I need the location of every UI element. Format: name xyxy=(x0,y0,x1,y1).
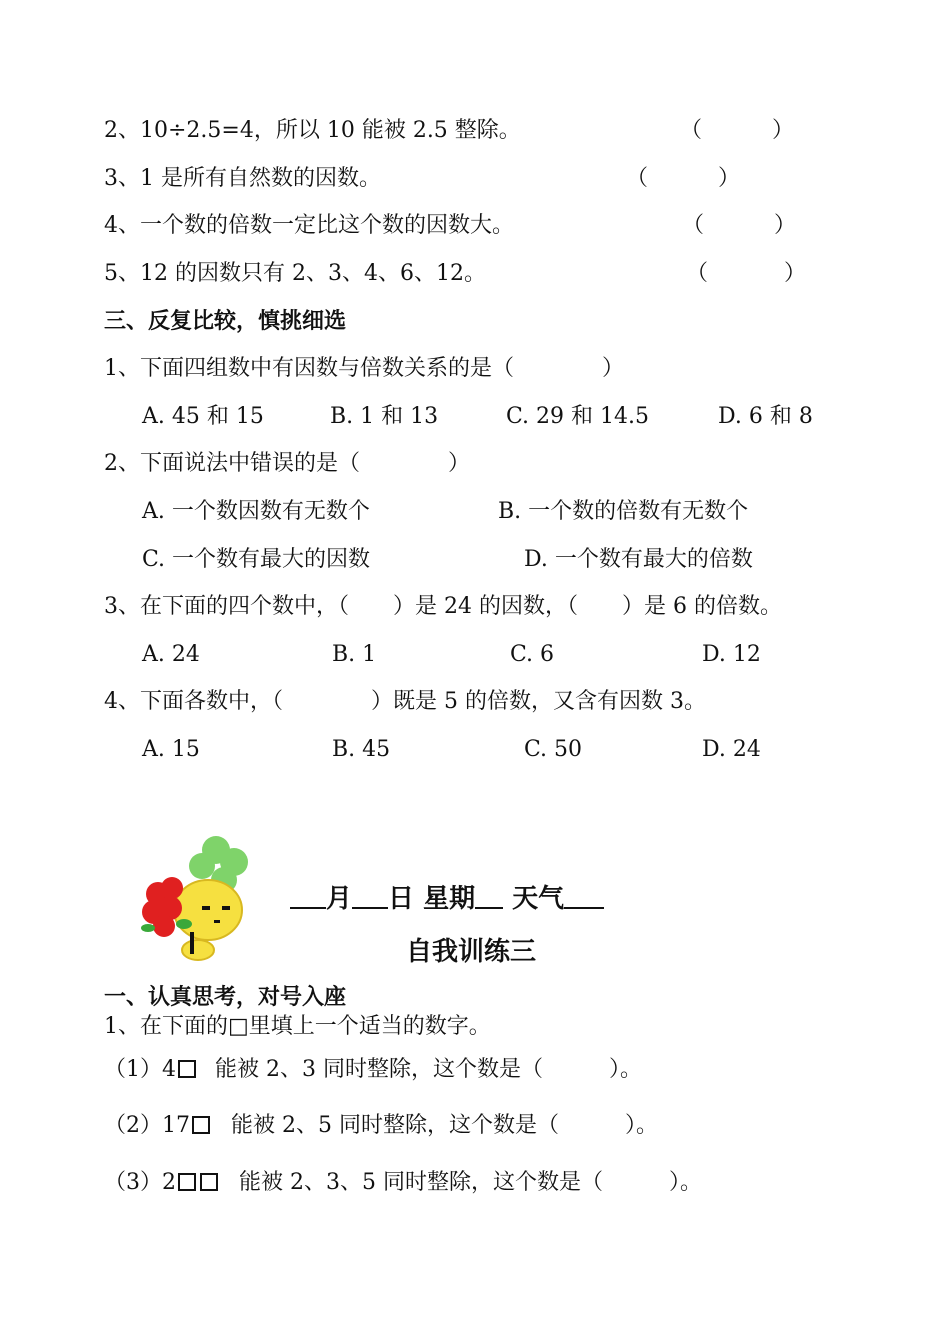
sub-question-2 xyxy=(104,1111,658,1141)
feet-icon xyxy=(182,940,214,960)
judge-item-5: 5、12 的因数只有 2、3、4、6、12。 xyxy=(104,261,486,286)
weather-label: 天气 xyxy=(512,884,565,914)
weekday-blank[interactable] xyxy=(475,885,503,909)
answer-paren-close[interactable]: ） xyxy=(774,213,797,238)
section-title: 三、反复比较，慎挑细选 xyxy=(104,309,347,334)
option-d[interactable]: D. 6 和 8 xyxy=(718,404,813,429)
option-b[interactable]: B. 1 xyxy=(332,642,377,667)
answer-paren-open[interactable]: （ xyxy=(686,261,709,286)
month-label: 月 xyxy=(326,884,353,914)
question-3: 3、在下面的四个数中，（ ）是 24 的因数，（ ）是 6 的倍数。 xyxy=(104,594,782,619)
sub-label: （2）17 xyxy=(104,1113,190,1138)
sub-label: （3）2 xyxy=(104,1170,176,1195)
sub-question-3 xyxy=(104,1168,702,1198)
option-a[interactable]: A. 45 和 15 xyxy=(142,404,264,429)
day-weekday-label: 日 星期 xyxy=(388,884,476,914)
option-d[interactable]: D. 24 xyxy=(702,737,761,762)
option-b[interactable]: B. 45 xyxy=(332,737,391,762)
page-title: 自我训练三 xyxy=(406,937,537,967)
answer-paren-close[interactable]: ） xyxy=(784,261,807,286)
sub-text: 能被 2、5 同时整除，这个数是（ ）。 xyxy=(231,1113,658,1138)
judge-item-3: 3、1 是所有自然数的因数。 xyxy=(104,166,381,191)
answer-paren-open[interactable]: （ xyxy=(682,213,705,238)
digit-box[interactable] xyxy=(178,1173,196,1191)
option-a[interactable]: A. 一个数因数有无数个 xyxy=(142,499,370,524)
option-d[interactable]: D. 12 xyxy=(702,642,761,667)
weather-blank[interactable] xyxy=(564,885,604,909)
judge-item-2: 2、10÷2.5=4，所以 10 能被 2.5 整除。 xyxy=(104,118,521,143)
question-2: 2、下面说法中错误的是（ ） xyxy=(104,451,470,476)
sub-label: （1）4 xyxy=(104,1057,176,1082)
option-d[interactable]: D. 一个数有最大的倍数 xyxy=(524,547,753,572)
option-c[interactable]: C. 6 xyxy=(510,642,555,667)
answer-paren-close[interactable]: ） xyxy=(772,118,795,143)
option-a[interactable]: A. 15 xyxy=(142,737,200,762)
sub-text: 能被 2、3 同时整除，这个数是（ ）。 xyxy=(215,1057,642,1082)
sub-question-1 xyxy=(104,1055,642,1085)
option-c[interactable]: C. 29 和 14.5 xyxy=(506,404,650,429)
answer-paren-close[interactable]: ） xyxy=(718,166,741,191)
option-a[interactable]: A. 24 xyxy=(142,642,200,667)
option-c[interactable]: C. 一个数有最大的因数 xyxy=(142,547,371,572)
section-title: 一、认真思考，对号入座 xyxy=(104,985,347,1010)
option-b[interactable]: B. 一个数的倍数有无数个 xyxy=(498,499,749,524)
digit-box[interactable] xyxy=(200,1173,218,1191)
answer-paren-open[interactable]: （ xyxy=(626,166,649,191)
digit-box[interactable] xyxy=(192,1116,210,1134)
answer-paren-open[interactable]: （ xyxy=(680,118,703,143)
sub-text: 能被 2、3、5 同时整除，这个数是（ ）。 xyxy=(239,1170,702,1195)
question-1: 1、下面四组数中有因数与倍数关系的是（ ） xyxy=(104,356,624,381)
option-c[interactable]: C. 50 xyxy=(524,737,583,762)
date-weather-header xyxy=(290,882,604,916)
day-blank[interactable] xyxy=(352,885,388,909)
question-4: 4、下面各数中，（ ）既是 5 的倍数，又含有因数 3。 xyxy=(104,689,706,714)
month-blank[interactable] xyxy=(290,885,326,909)
digit-box[interactable] xyxy=(178,1060,196,1078)
option-b[interactable]: B. 1 和 13 xyxy=(330,404,439,429)
judge-item-4: 4、一个数的倍数一定比这个数的因数大。 xyxy=(104,213,514,238)
question-1: 1、在下面的□里填上一个适当的数字。 xyxy=(104,1014,491,1039)
mascot-illustration xyxy=(136,832,256,968)
